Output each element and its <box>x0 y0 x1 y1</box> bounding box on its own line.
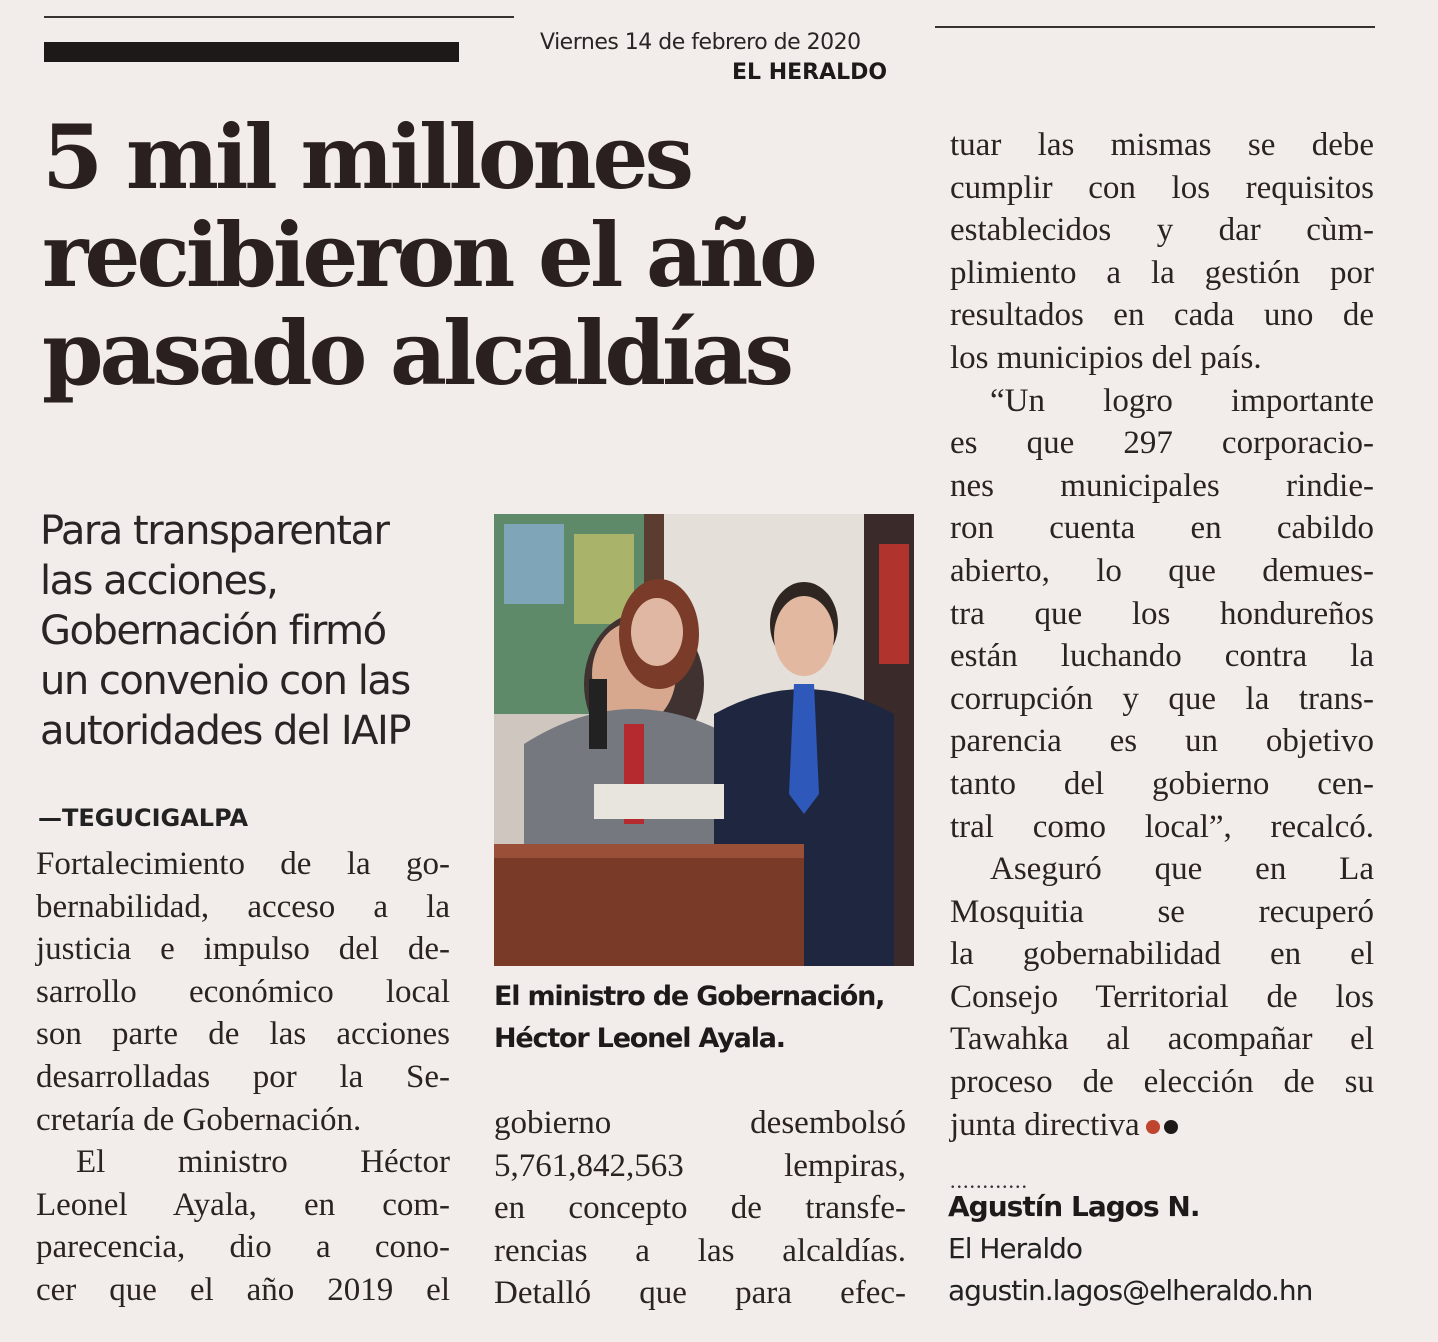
body-line: proceso de elección de su <box>950 1064 1374 1101</box>
photo-illustration <box>494 514 914 966</box>
body-line: cumplir con los requisitos <box>950 169 1374 206</box>
body-line: están luchando contra la <box>950 638 1374 675</box>
body-line: Leonel Ayala, en com- <box>36 1186 450 1223</box>
body-line: bernabilidad, acceso a la <box>36 888 450 925</box>
body-line: gobierno desembolsó <box>494 1105 906 1141</box>
body-column-2 <box>494 1102 906 1315</box>
subhead-line: Para transparentar <box>40 508 389 554</box>
subhead-line: las acciones, <box>40 558 278 604</box>
body-line: Fortalecimiento de la go- <box>36 846 450 882</box>
headline-line: recibieron el año <box>42 203 814 307</box>
body-line: nes municipales rindie- <box>950 467 1374 504</box>
author-email: agustin.lagos@elheraldo.hn <box>948 1274 1313 1307</box>
subheadline <box>40 506 480 756</box>
body-line: resultados en cada uno de <box>950 297 1374 334</box>
caption-line: El ministro de Gobernación, <box>494 981 885 1012</box>
body-line: la gobernabilidad en el <box>950 936 1374 973</box>
author-name: Agustín Lagos N. <box>948 1190 1200 1223</box>
subhead-line: Gobernación firmó <box>40 608 386 654</box>
body-line: junta directiva <box>950 1106 1140 1143</box>
body-line: cer que el año 2019 el <box>36 1271 450 1308</box>
body-line: ron cuenta en cabildo <box>950 510 1374 547</box>
body-line: plimiento a la gestión por <box>950 254 1374 291</box>
body-line: rencias a las alcaldías. <box>494 1232 906 1269</box>
dateline: —TEGUCIGALPA <box>38 804 249 832</box>
caption-line: Héctor Leonel Ayala. <box>494 1023 785 1054</box>
body-line: Mosquitia se recuperó <box>950 893 1374 930</box>
body-line: los municipios del país. <box>950 339 1262 376</box>
body-line: sarrollo económico local <box>36 973 450 1010</box>
body-column-1 <box>36 843 450 1312</box>
headline-line: pasado alcaldías <box>42 301 790 405</box>
subhead-line: un convenio con las <box>40 658 410 704</box>
body-line: abierto, lo que demues- <box>950 552 1374 589</box>
body-line: parencia es un objetivo <box>950 723 1374 760</box>
body-line-last <box>950 1104 1374 1147</box>
body-line: justicia e impulso del de- <box>36 931 450 968</box>
top-rule-right <box>935 26 1375 28</box>
newspaper-name: EL HERALDO <box>732 60 888 85</box>
body-line: son parte de las acciones <box>36 1016 450 1053</box>
body-line: Aseguró que en La <box>990 851 1374 888</box>
body-line: Detalló que para efec- <box>494 1275 906 1312</box>
body-line: es que 297 corporacio- <box>950 425 1374 462</box>
body-line: “Un logro importante <box>990 382 1374 419</box>
publication-date: Viernes 14 de febrero de 2020 <box>540 30 861 55</box>
body-line: cretaría de Gobernación. <box>36 1101 362 1138</box>
byline-separator: ............ <box>950 1168 1028 1193</box>
body-line: tra que los hondureños <box>950 595 1374 632</box>
photo-caption <box>494 976 914 1060</box>
top-rule-left <box>44 16 514 18</box>
end-mark-red-icon <box>1146 1120 1160 1134</box>
author-outlet: El Heraldo <box>948 1232 1083 1265</box>
body-line: desarrolladas por la Se- <box>36 1058 450 1095</box>
body-column-3 <box>950 124 1374 1146</box>
headline-line: 5 mil millones <box>42 105 691 209</box>
section-bar <box>44 42 459 62</box>
body-line: parecencia, dio a cono- <box>36 1229 450 1266</box>
body-line: Consejo Territorial de los <box>950 978 1374 1015</box>
subhead-line: autoridades del IAIP <box>40 708 410 754</box>
body-line: Tawahka al acompañar el <box>950 1021 1374 1058</box>
body-line: tuar las mismas se debe <box>950 127 1374 163</box>
body-line: en concepto de transfe- <box>494 1190 906 1227</box>
body-line: 5,761,842,563 lempiras, <box>494 1147 906 1184</box>
body-line: tral como local”, recalcó. <box>950 808 1374 845</box>
body-line: El ministro Héctor <box>76 1144 450 1181</box>
end-mark-black-icon <box>1164 1120 1178 1134</box>
headline <box>42 105 922 405</box>
body-line: corrupción y que la trans- <box>950 680 1374 717</box>
body-line: tanto del gobierno cen- <box>950 765 1374 802</box>
body-line: establecidos y dar cùm- <box>950 212 1374 249</box>
news-photo <box>494 514 914 966</box>
